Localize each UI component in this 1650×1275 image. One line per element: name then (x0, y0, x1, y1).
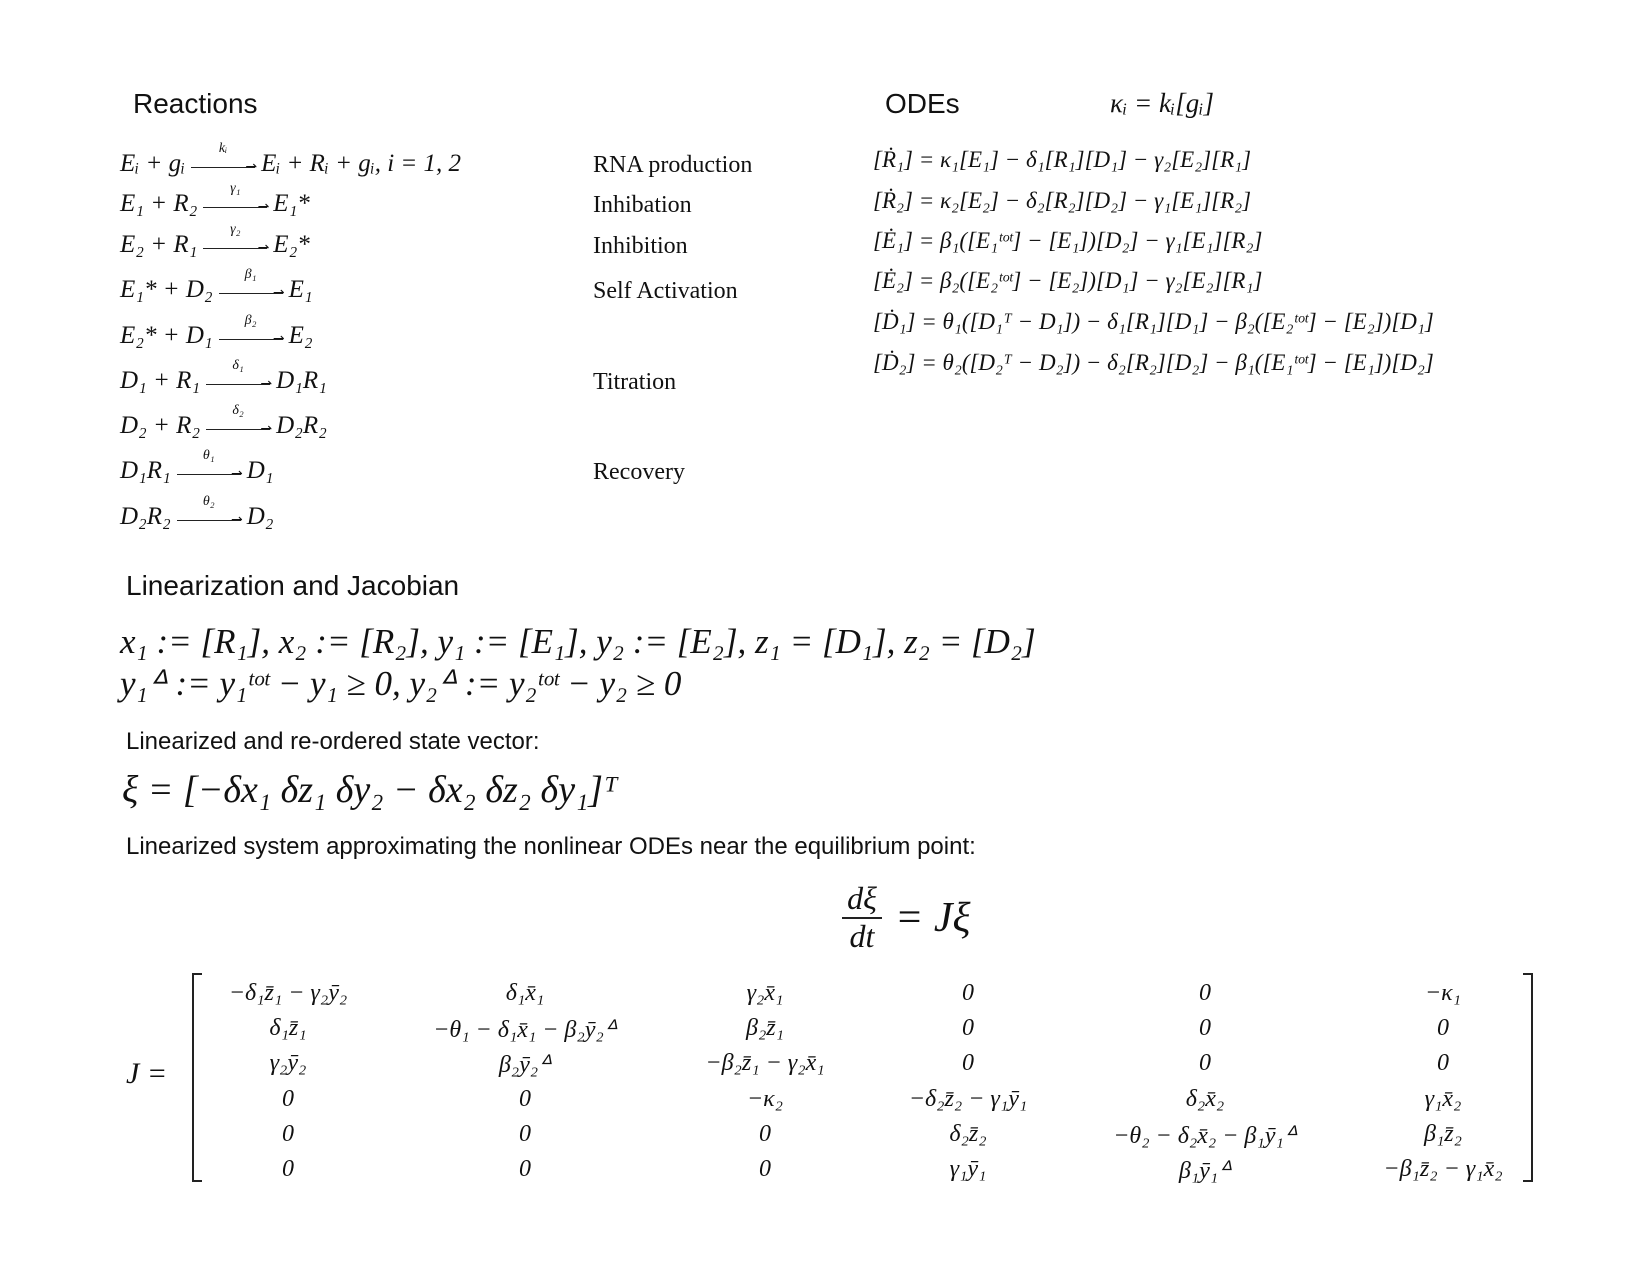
reaction-lhs: E₁* + D₂ (120, 276, 213, 303)
jacobian-cell: γ₁ȳ₁ (949, 1156, 987, 1182)
jacobian-cell: −δ₁z̄₁ − γ₂ȳ₂ (228, 980, 348, 1006)
jacobian-cell: 0 (519, 1086, 531, 1112)
ode-equation: [Ṙ₁] = κ₁[E₁] − δ₁[R₁][D₁] − γ₂[E₂][R₁] (873, 147, 1252, 172)
fraction-numerator: dξ (847, 880, 877, 916)
reaction-label: Titration (593, 369, 677, 395)
reaction-lhs: D₁ + R₁ (120, 367, 201, 394)
ode-equation: [Ḋ₁] = θ₁([D₁ᵀ − D₁]) − δ₁[R₁][D₁] − β₂([E₂ᵗᵒᵗ] − [E₂])[D₁] (873, 309, 1434, 334)
reaction-rate: β₁ (244, 267, 257, 283)
reaction-rhs: D₁R₁ (276, 367, 327, 394)
jacobian-cell: 0 (962, 980, 974, 1006)
reaction-row (120, 494, 274, 531)
delta-definitions: y₁ᐞ := y₁ᵗᵒᵗ − y₁ ≥ 0, y₂ᐞ := y₂ᵗᵒᵗ − y₂ ≥ 0 (120, 664, 682, 703)
jacobian-cell: γ₂ȳ₂ (269, 1050, 307, 1076)
reaction-rhs: E₁* (273, 190, 310, 217)
reaction-row (120, 313, 313, 350)
system-rhs: = Jξ (895, 895, 971, 941)
odes-heading: ODEs (885, 88, 960, 119)
jacobian-cell: β₂z̄₁ (746, 1015, 784, 1041)
reaction-arrow-icon: ⇀ δ₁ (206, 372, 270, 392)
ode-equation: [Ṙ₂] = κ₂[E₂] − δ₂[R₂][D₂] − γ₁[E₁][R₂] (873, 188, 1252, 213)
jacobian-cell: 0 (282, 1156, 294, 1182)
jacobian-cell: 0 (519, 1156, 531, 1182)
jacobian-cell: 0 (282, 1121, 294, 1147)
reaction-rate: γ₂ (230, 222, 241, 238)
reaction-rate: θ₁ (202, 448, 215, 464)
reaction-rhs: D₁ (246, 457, 274, 484)
reaction-label: Inhibition (593, 233, 688, 259)
reaction-rhs: D₂R₂ (276, 412, 327, 439)
ode-equation: [Ė₁] = β₁([E₁ᵗᵒᵗ] − [E₁])[D₂] − γ₁[E₁][R₂] (873, 228, 1263, 253)
jacobian-cell: −δ₂z̄₂ − γ₁ȳ₁ (908, 1086, 1028, 1112)
jacobian-cell: 0 (759, 1156, 771, 1182)
reaction-arrow-icon: ⇀ δ₂ (206, 417, 270, 437)
kappa-definition: κᵢ = kᵢ[gᵢ] (1110, 88, 1214, 118)
jacobian-cell: δ₂z̄₂ (949, 1121, 987, 1147)
reaction-lhs: D₂ + R₂ (120, 412, 201, 439)
reaction-arrow-icon: ⇀ kᵢ (191, 155, 255, 175)
reactions-heading: Reactions (133, 88, 258, 119)
jacobian-cell: δ₂x̄₂ (1185, 1086, 1225, 1112)
reaction-label: Inhibation (593, 192, 692, 218)
state-vector-caption: Linearized and re-ordered state vector: (126, 728, 540, 755)
jacobian-cell: 0 (759, 1121, 771, 1147)
jacobian-cell: −β₂z̄₁ − γ₂x̄₁ (705, 1050, 825, 1076)
reaction-row (120, 403, 327, 440)
linearization-definitions: x₁ := [R₁], x₂ := [R₂], y₁ := [E₁], y₂ := [E₂], z₁ = [D₁], z₂ = [D₂] (120, 622, 1036, 661)
reaction-row (120, 181, 310, 218)
jacobian-cell: γ₂x̄₁ (746, 980, 784, 1006)
jacobian-cell: −β₁z̄₂ − γ₁x̄₂ (1383, 1156, 1503, 1182)
reaction-lhs: Eᵢ + gᵢ (120, 150, 186, 177)
reaction-arrow-icon: ⇀ β₁ (219, 281, 283, 301)
jacobian-cell: 0 (282, 1086, 294, 1112)
jacobian-cell: β₁z̄₂ (1424, 1121, 1462, 1147)
jacobian-cell: −θ₁ − δ₁x̄₁ − β₂ȳ₂ᐞ (433, 1017, 617, 1043)
reaction-rhs: E₁ (288, 276, 313, 303)
reaction-rate: β₂ (244, 313, 257, 329)
jacobian-cell: 0 (1437, 1015, 1449, 1041)
reaction-rate: δ₂ (232, 403, 244, 419)
reaction-rhs: Eᵢ + Rᵢ + gᵢ, i = 1, 2 (261, 150, 462, 177)
jacobian-cell: δ₁z̄₁ (269, 1015, 307, 1041)
reaction-lhs: E₂* + D₁ (120, 322, 213, 349)
reaction-row (120, 358, 327, 395)
jacobian-cell: 0 (1199, 1050, 1211, 1076)
reaction-lhs: E₁ + R₂ (120, 190, 198, 217)
reaction-arrow-icon: ⇀ θ₁ (177, 462, 241, 482)
jacobian-cell: γ₁x̄₂ (1424, 1086, 1462, 1112)
reaction-rhs: D₂ (246, 503, 274, 530)
jacobian-cell: −θ₂ − δ₂x̄₂ − β₁ȳ₁ᐞ (1113, 1123, 1297, 1149)
reaction-row (120, 267, 313, 304)
jacobian-cell: δ₁x̄₁ (505, 980, 545, 1006)
reaction-row (120, 222, 310, 259)
reaction-arrow-icon: ⇀ β₂ (219, 327, 283, 347)
jacobian-cell: −κ₁ (1424, 980, 1462, 1006)
state-vector: ξ = [−δx₁ δz₁ δy₂ − δx₂ δz₂ δy₁]ᵀ (122, 769, 618, 811)
reaction-rate: δ₁ (232, 358, 244, 374)
jacobian-cell: 0 (1199, 1015, 1211, 1041)
reaction-row (120, 141, 462, 178)
jacobian-cell: β₁ȳ₁ᐞ (1178, 1158, 1232, 1184)
reaction-row (120, 448, 274, 485)
reaction-rate: θ₂ (202, 494, 215, 510)
reaction-label: Recovery (593, 459, 685, 485)
reaction-arrow-icon: ⇀ θ₂ (177, 508, 241, 528)
linearization-heading: Linearization and Jacobian (126, 570, 460, 601)
jacobian-cell: 0 (1437, 1050, 1449, 1076)
reaction-lhs: E₂ + R₁ (120, 231, 198, 258)
jacobian-cell: 0 (962, 1015, 974, 1041)
reaction-label: RNA production (593, 152, 753, 178)
reaction-rate: kᵢ (218, 141, 228, 157)
reaction-lhs: D₂R₂ (120, 503, 171, 530)
jacobian-cell: β₂ȳ₂ᐞ (498, 1052, 552, 1078)
reaction-arrow-icon: ⇀ γ₂ (203, 236, 267, 256)
jacobian-cell: 0 (1199, 980, 1211, 1006)
jacobian-cell: 0 (962, 1050, 974, 1076)
jacobian-label: J = (126, 1057, 168, 1090)
reaction-label: Self Activation (593, 278, 738, 304)
reaction-arrow-icon: ⇀ γ₁ (203, 195, 267, 215)
reaction-lhs: D₁R₁ (120, 457, 171, 484)
reaction-rhs: E₂ (288, 322, 313, 349)
fraction-denominator: dt (849, 918, 875, 954)
system-caption: Linearized system approximating the nonlinear ODEs near the equilibrium point: (126, 833, 976, 860)
reaction-rhs: E₂* (273, 231, 310, 258)
ode-equation: [Ė₂] = β₂([E₂ᵗᵒᵗ] − [E₂])[D₁] − γ₂[E₂][R₁] (873, 268, 1263, 293)
jacobian-cell: 0 (519, 1121, 531, 1147)
ode-equation: [Ḋ₂] = θ₂([D₂ᵀ − D₂]) − δ₂[R₂][D₂] − β₁([E₁ᵗᵒᵗ] − [E₁])[D₂] (873, 350, 1434, 375)
reaction-rate: γ₁ (230, 181, 241, 197)
jacobian-cell: −κ₂ (746, 1086, 784, 1112)
